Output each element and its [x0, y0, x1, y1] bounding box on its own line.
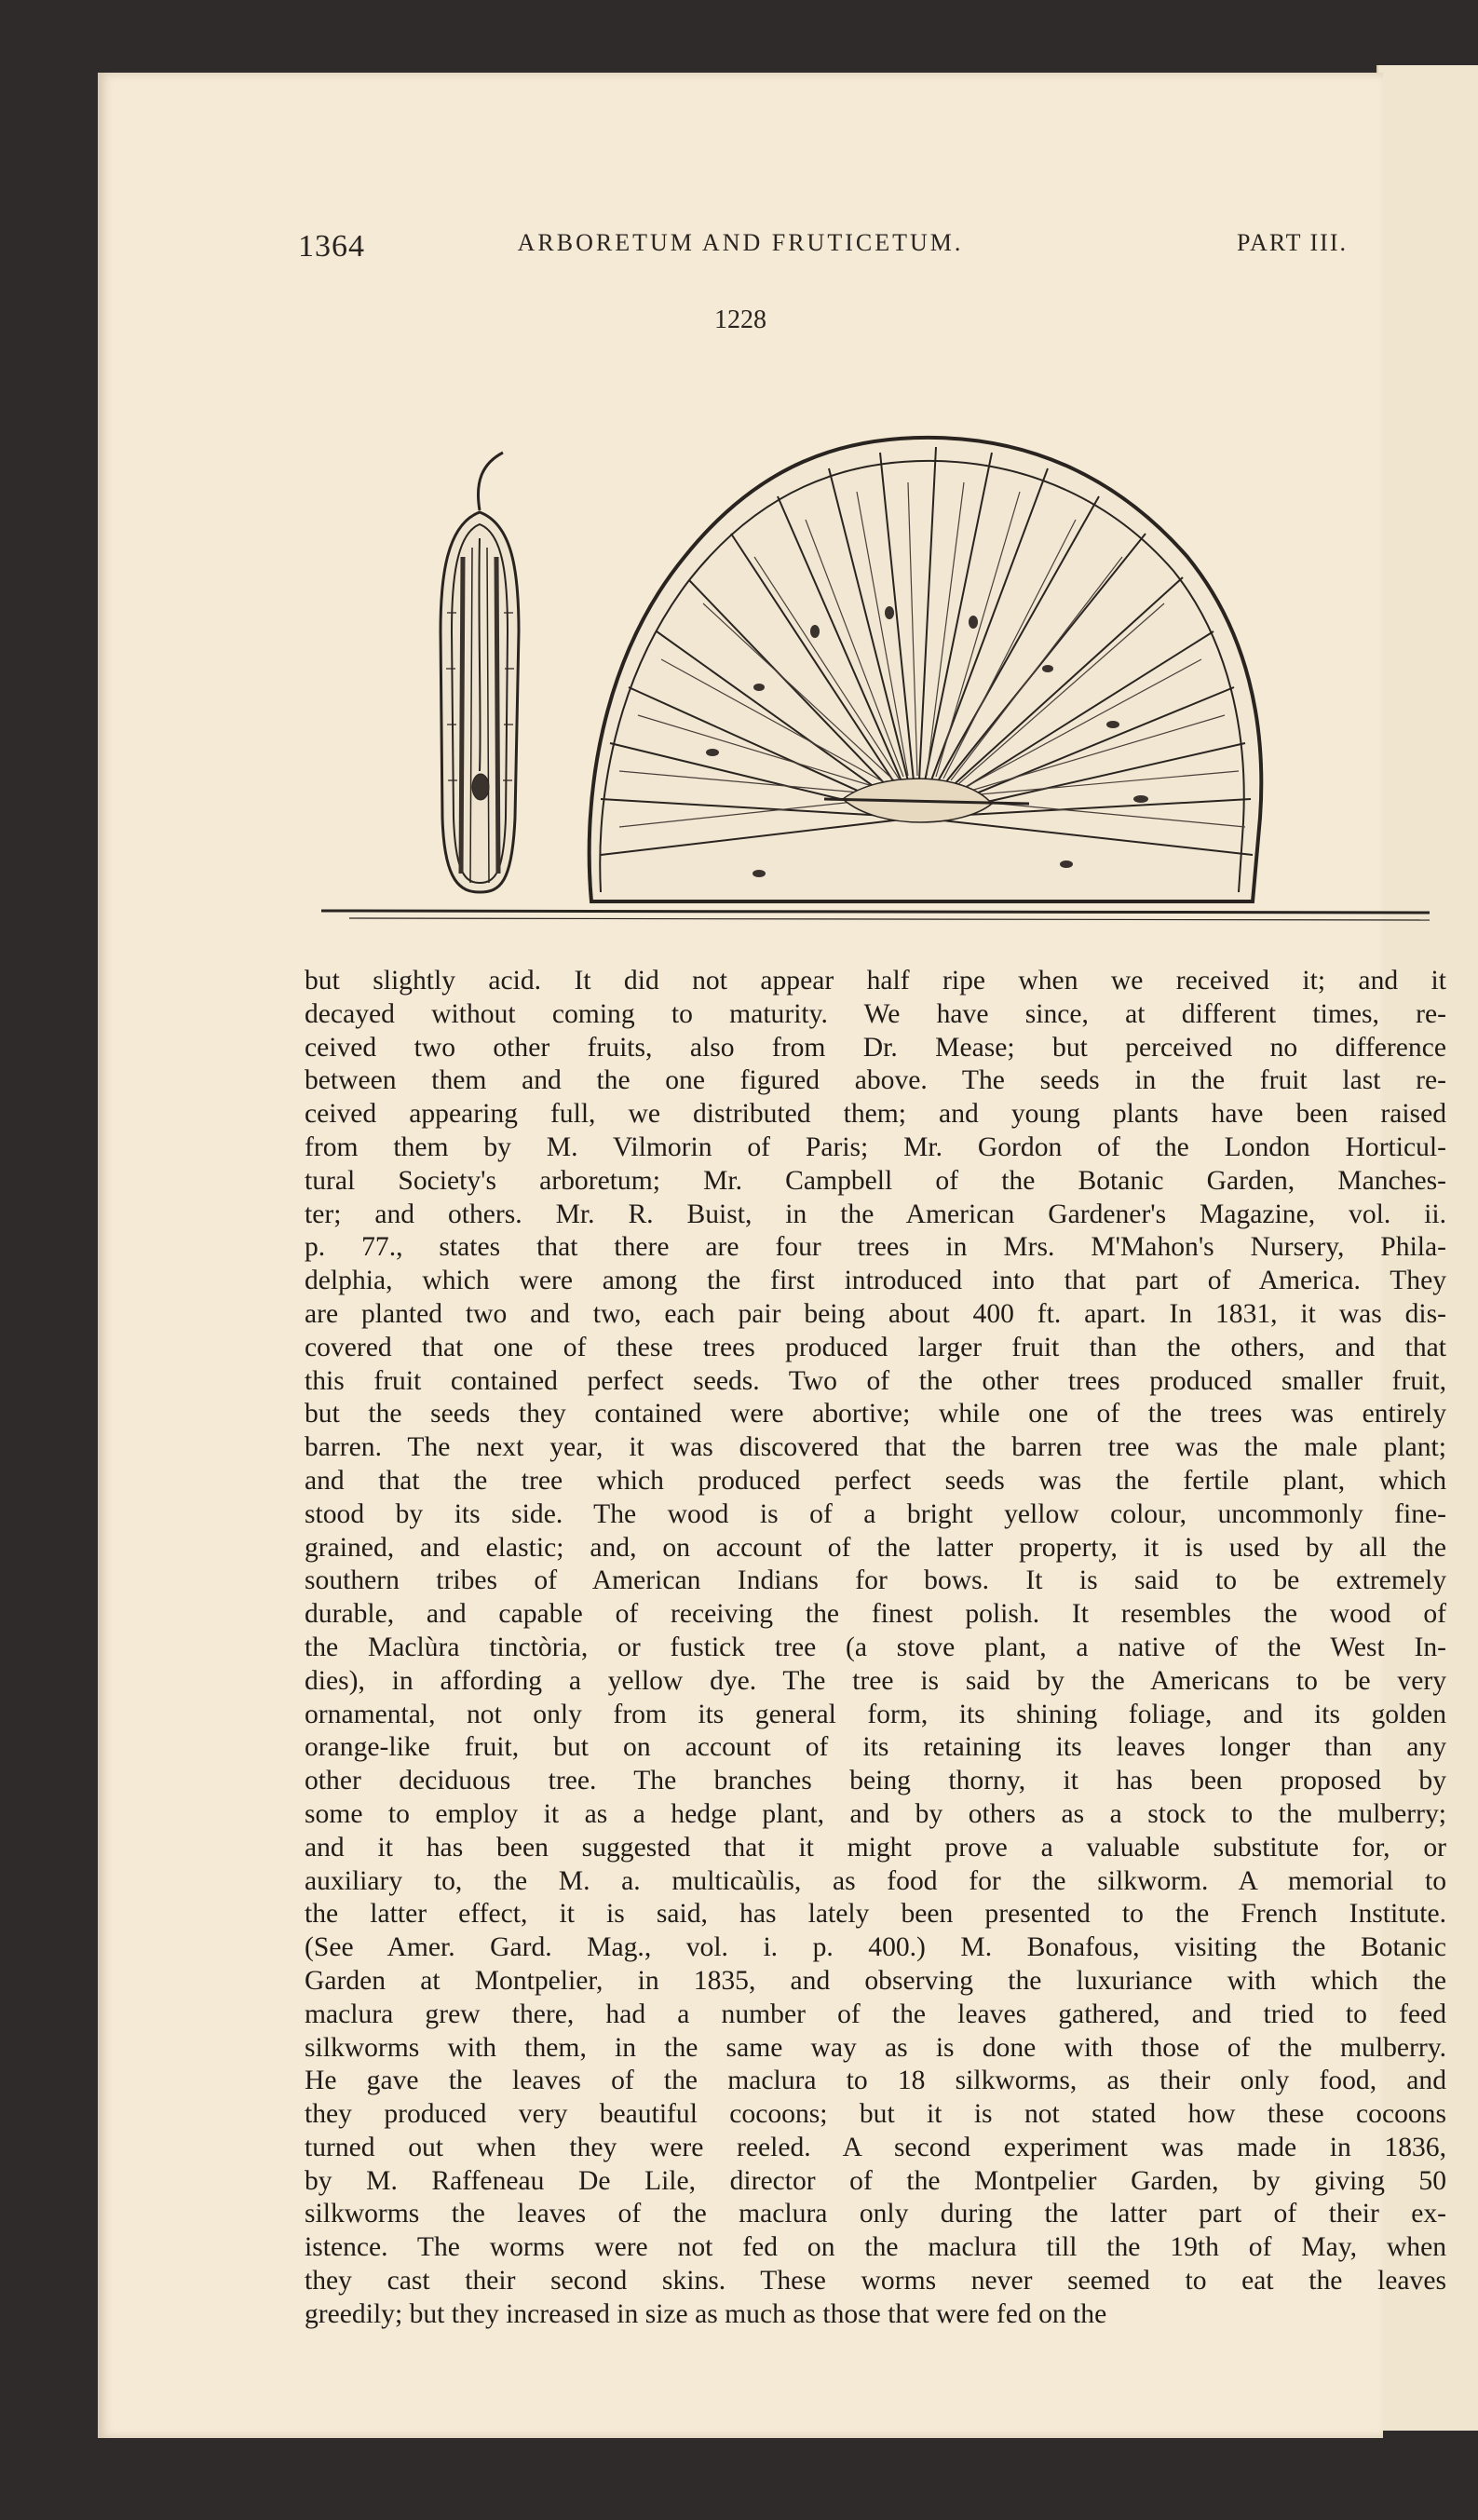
text-line: barren. The next year, it was discovered that the barren tree was the male plant;: [305, 1432, 1446, 1463]
text-line: ceived two other fruits, also from Dr. Mease; but perceived no difference: [305, 1032, 1446, 1063]
text-line: some to employ it as a hedge plant, and by others as a stock to the mulberry;: [305, 1798, 1446, 1829]
text-line: but the seeds they contained were abortive; while one of the trees was entirely: [305, 1399, 1446, 1429]
text-line: durable, and capable of receiving the finest polish. It resembles the wood of: [305, 1599, 1446, 1630]
text-line: grained, and elastic; and, on account of the latter property, it is used by all the: [305, 1532, 1446, 1563]
text-line: He gave the leaves of the maclura to 18 silkworms, as their only food, and: [305, 2066, 1446, 2096]
fruit-engraving: [321, 333, 1439, 929]
text-line: orange-like fruit, but on account of its retaining its leaves longer than any: [305, 1732, 1446, 1763]
fruit-half-section-illustration: [590, 438, 1262, 901]
text-line: silkworms with them, in the same way as is done with those of the mulberry.: [305, 2032, 1446, 2063]
text-line: other deciduous tree. The branches being thorny, it has been proposed by: [305, 1766, 1446, 1796]
text-line: silkworms the leaves of the maclura only during the latter part of their ex-: [305, 2199, 1446, 2229]
text-line: by M. Raffeneau De Lile, director of the Montpelier Garden, by giving 50: [305, 2165, 1446, 2196]
text-line: turned out when they were reeled. A second experiment was made in 1836,: [305, 2132, 1446, 2162]
text-line: from them by M. Vilmorin of Paris; Mr. Gordon of the London Horticul-: [305, 1131, 1446, 1162]
figure-rule: [321, 911, 1430, 913]
text-line: decayed without coming to maturity. We have since, at different times, re-: [305, 998, 1446, 1029]
text-line: between them and the one figured above. The seeds in the fruit last re-: [305, 1065, 1446, 1096]
text-line: but slightly acid. It did not appear half ripe when we received it; and it: [305, 966, 1446, 996]
text-line: maclura grew there, had a number of the leaves gathered, and tried to feed: [305, 1998, 1446, 2029]
text-line: they cast their second skins. These worms never seemed to eat the leaves: [305, 2266, 1446, 2296]
text-line: dies), in affording a yellow dye. The tree is said by the Americans to be very: [305, 1665, 1446, 1696]
text-line: southern tribes of American Indians for bows. It is said to be extremely: [305, 1565, 1446, 1596]
running-title: ARBORETUM AND FRUTICETUM.: [517, 229, 964, 256]
text-line: they produced very beautiful cocoons; but it is not stated how these cocoons: [305, 2099, 1446, 2130]
text-line: the Maclùra tinctòria, or fustick tree (a stove plant, a native of the West In-: [305, 1632, 1446, 1662]
text-line: ornamental, not only from its general form, its shining foliage, and its golden: [305, 1699, 1446, 1729]
text-line: this fruit contained perfect seeds. Two of the other trees produced smaller fruit,: [305, 1365, 1446, 1396]
seed-section-illustration: [441, 453, 519, 892]
text-line: the latter effect, it is said, has lately been presented to the French Institute.: [305, 1899, 1446, 1930]
page-number: 1364: [298, 229, 365, 264]
text-line: and that the tree which produced perfect seeds was the fertile plant, which: [305, 1465, 1446, 1496]
text-line: covered that one of these trees produced larger fruit than the others, and that: [305, 1332, 1446, 1362]
text-line: are planted two and two, each pair being about 400 ft. apart. In 1831, it was dis-: [305, 1298, 1446, 1329]
text-line: ter; and others. Mr. R. Buist, in the American Gardener's Magazine, vol. ii.: [305, 1199, 1446, 1229]
text-line: tural Society's arboretum; Mr. Campbell of the Botanic Garden, Manches-: [305, 1165, 1446, 1196]
text-line: stood by its side. The wood is of a bright yellow colour, uncommonly fine-: [305, 1498, 1446, 1529]
figure-number: 1228: [714, 305, 766, 334]
book-page: [98, 73, 1446, 2438]
text-line: greedily; but they increased in size as much as those that were fed on the: [305, 2298, 1107, 2329]
text-line: delphia, which were among the first introduced into that part of America. They: [305, 1266, 1446, 1296]
text-line: auxiliary to, the M. a. multicaùlis, as food for the silkworm. A memorial to: [305, 1865, 1446, 1896]
text-line: ceived appearing full, we distributed them; and young plants have been raised: [305, 1099, 1446, 1130]
text-line: and it has been suggested that it might prove a valuable substitute for, or: [305, 1832, 1446, 1863]
text-line: (See Amer. Gard. Mag., vol. i. p. 400.) M. Bonafous, visiting the Botanic: [305, 1932, 1446, 1963]
part-label: PART III.: [1236, 229, 1348, 256]
text-line: istence. The worms were not fed on the maclura till the 19th of May, when: [305, 2232, 1446, 2263]
body-text: [305, 965, 1446, 2332]
text-line: Garden at Montpelier, in 1835, and observing the luxuriance with which the: [305, 1965, 1446, 1996]
text-line: p. 77., states that there are four trees in Mrs. M'Mahon's Nursery, Phila-: [305, 1232, 1446, 1263]
